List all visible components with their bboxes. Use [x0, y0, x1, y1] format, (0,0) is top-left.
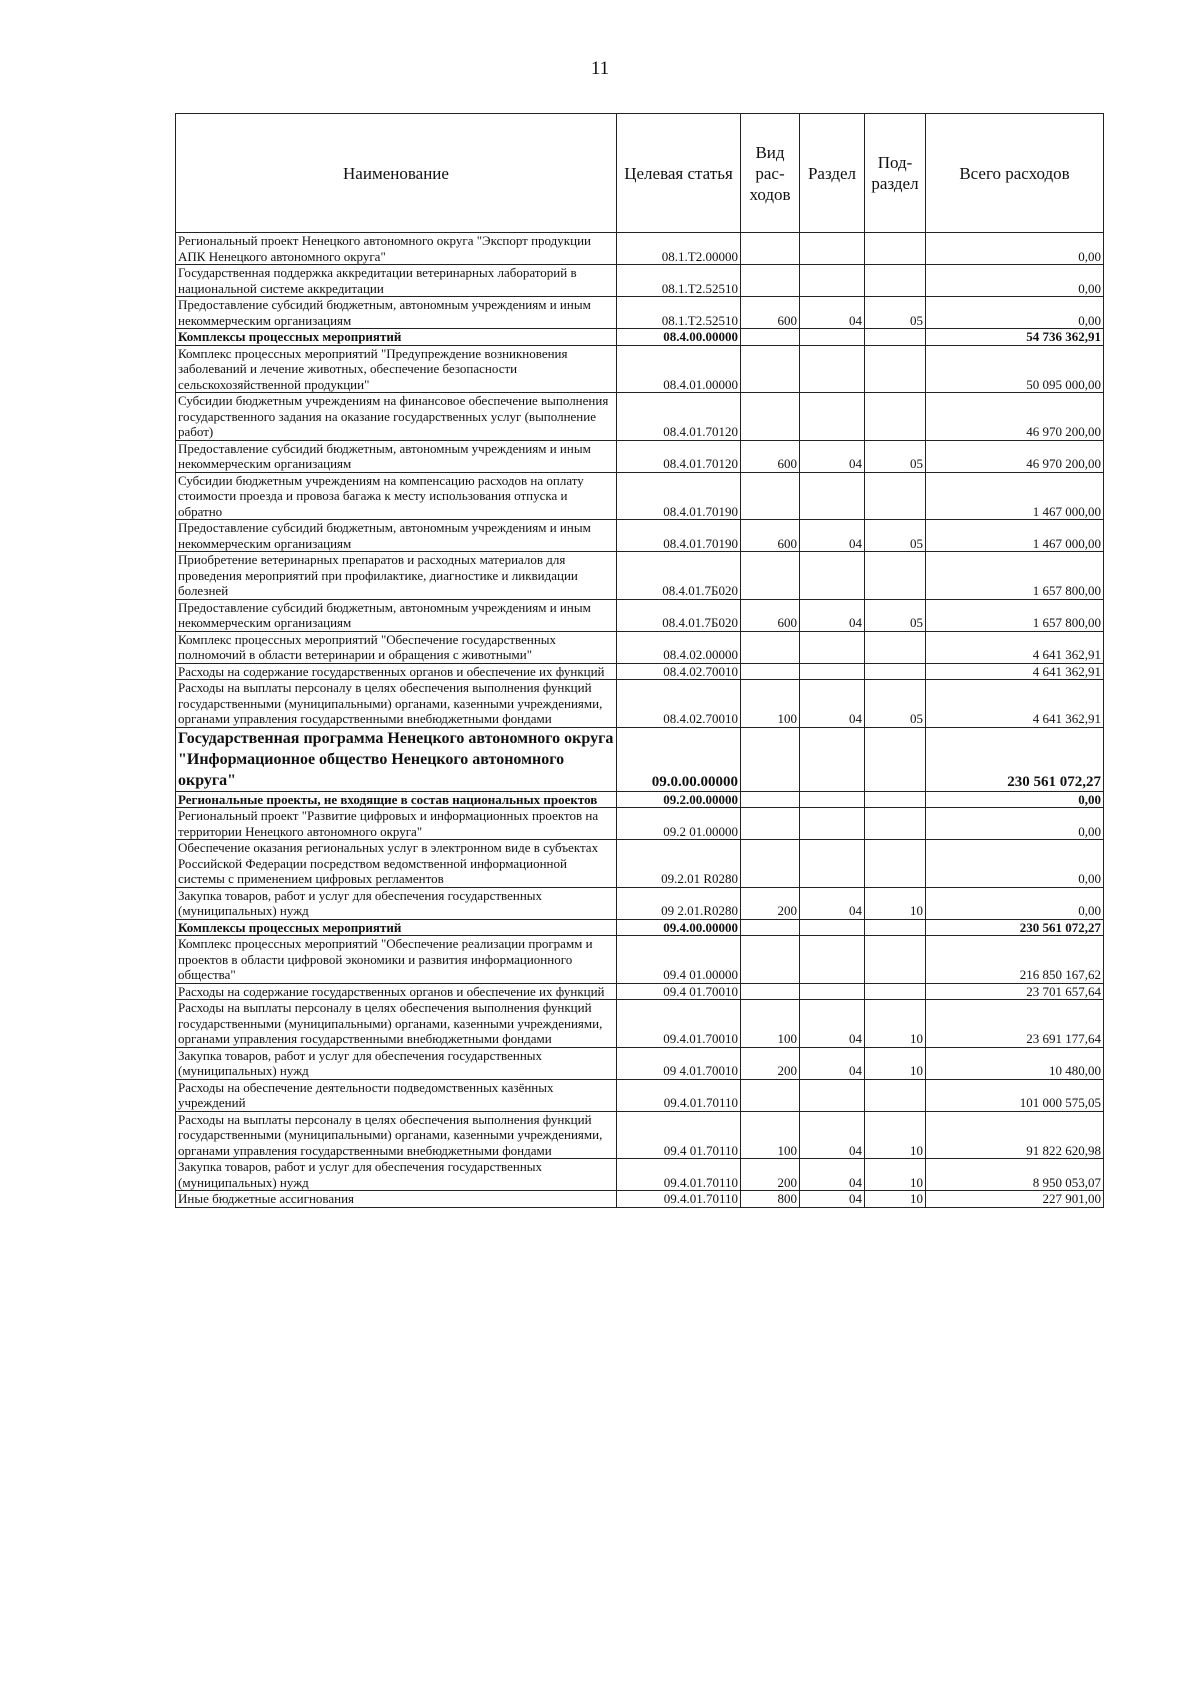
cell-total: 4 641 362,91	[926, 663, 1104, 680]
cell-code: 08.4.01.7Б020	[617, 599, 741, 631]
cell-total: 1 467 000,00	[926, 472, 1104, 520]
table-row	[176, 1047, 1104, 1079]
cell-vid	[741, 552, 800, 600]
cell-total: 1 657 800,00	[926, 599, 1104, 631]
cell-podrazdel: 05	[865, 680, 926, 728]
cell-total: 46 970 200,00	[926, 393, 1104, 441]
cell-razdel	[800, 840, 865, 888]
cell-podrazdel	[865, 919, 926, 936]
cell-vid: 200	[741, 887, 800, 919]
cell-vid	[741, 808, 800, 840]
cell-name: Комплекс процессных мероприятий "Обеспечение реализации программ и проектов в области цифровой экономики и развития информационного общества"	[176, 936, 617, 984]
cell-podrazdel	[865, 393, 926, 441]
cell-name: Комплексы процессных мероприятий	[176, 919, 617, 936]
page-number: 11	[590, 58, 610, 79]
cell-razdel: 04	[800, 1000, 865, 1048]
cell-total: 23 691 177,64	[926, 1000, 1104, 1048]
cell-podrazdel	[865, 983, 926, 1000]
table-header-row	[176, 114, 1104, 233]
cell-name: Региональные проекты, не входящие в состав национальных проектов	[176, 791, 617, 808]
header-code: Целевая статья	[617, 114, 741, 233]
cell-vid: 600	[741, 599, 800, 631]
cell-total: 8 950 053,07	[926, 1159, 1104, 1191]
cell-podrazdel	[865, 233, 926, 265]
cell-podrazdel	[865, 727, 926, 791]
cell-podrazdel: 05	[865, 520, 926, 552]
cell-name: Приобретение ветеринарных препаратов и расходных материалов для проведения мероприятий при профилактике, диагностике и ликвидации болезней	[176, 552, 617, 600]
cell-razdel: 04	[800, 887, 865, 919]
cell-name: Комплексы процессных мероприятий	[176, 329, 617, 346]
cell-name: Комплекс процессных мероприятий "Обеспечение государственных полномочий в области ветеринарии и обращения с животными"	[176, 631, 617, 663]
cell-vid: 100	[741, 1000, 800, 1048]
cell-razdel	[800, 265, 865, 297]
table-row	[176, 840, 1104, 888]
cell-name: Комплекс процессных мероприятий "Предупреждение возникновения заболеваний и лечение животных, обеспечение безопасности сельскохозяйственной продукции"	[176, 345, 617, 393]
cell-podrazdel: 05	[865, 297, 926, 329]
cell-podrazdel: 05	[865, 440, 926, 472]
header-total: Всего расходов	[926, 114, 1104, 233]
cell-podrazdel: 10	[865, 1111, 926, 1159]
cell-name: Субсидии бюджетным учреждениям на финансовое обеспечение выполнения государственного задания на оказание государственных услуг (выполнение работ)	[176, 393, 617, 441]
cell-total: 230 561 072,27	[926, 727, 1104, 791]
cell-name: Расходы на выплаты персоналу в целях обеспечения выполнения функций государственными (муниципальными) органами, казенными учреждениями, органами управления государственными внебюджетными фондами	[176, 680, 617, 728]
cell-code: 08.1.Т2.00000	[617, 233, 741, 265]
cell-podrazdel: 05	[865, 599, 926, 631]
table-row	[176, 919, 1104, 936]
cell-podrazdel	[865, 472, 926, 520]
cell-code: 09 2.01.R0280	[617, 887, 741, 919]
table-row	[176, 680, 1104, 728]
cell-razdel: 04	[800, 520, 865, 552]
cell-vid	[741, 840, 800, 888]
cell-name: Государственная поддержка аккредитации ветеринарных лабораторий в национальной системе аккредитации	[176, 265, 617, 297]
cell-name: Обеспечение оказания региональных услуг в электронном виде в субъектах Российской Федерации посредством ведомственной информационной системы с применением цифровых регламентов	[176, 840, 617, 888]
cell-code: 09.2 01.00000	[617, 808, 741, 840]
cell-razdel	[800, 472, 865, 520]
cell-vid	[741, 345, 800, 393]
table-row	[176, 663, 1104, 680]
cell-razdel: 04	[800, 297, 865, 329]
cell-code: 09.4.01.70110	[617, 1191, 741, 1208]
table-row	[176, 297, 1104, 329]
cell-vid: 200	[741, 1159, 800, 1191]
cell-vid	[741, 791, 800, 808]
cell-podrazdel	[865, 552, 926, 600]
cell-podrazdel	[865, 663, 926, 680]
cell-code: 09.4 01.70110	[617, 1111, 741, 1159]
header-vid: Вид рас- ходов	[741, 114, 800, 233]
cell-vid: 100	[741, 1111, 800, 1159]
cell-razdel	[800, 727, 865, 791]
cell-razdel	[800, 808, 865, 840]
cell-podrazdel	[865, 329, 926, 346]
cell-podrazdel: 10	[865, 1047, 926, 1079]
cell-name: Расходы на содержание государственных органов и обеспечение их функций	[176, 983, 617, 1000]
table-row	[176, 1079, 1104, 1111]
table-row	[176, 233, 1104, 265]
cell-razdel: 04	[800, 599, 865, 631]
table-row	[176, 1000, 1104, 1048]
cell-total: 54 736 362,91	[926, 329, 1104, 346]
cell-code: 08.4.02.70010	[617, 663, 741, 680]
header-podrazdel: Под- раздел	[865, 114, 926, 233]
cell-name: Предоставление субсидий бюджетным, автономным учреждениям и иным некоммерческим организациям	[176, 520, 617, 552]
cell-total: 0,00	[926, 265, 1104, 297]
cell-podrazdel	[865, 791, 926, 808]
cell-name: Расходы на содержание государственных органов и обеспечение их функций	[176, 663, 617, 680]
cell-vid	[741, 329, 800, 346]
cell-vid	[741, 1079, 800, 1111]
cell-code: 08.4.01.70120	[617, 393, 741, 441]
cell-name: Расходы на выплаты персоналу в целях обеспечения выполнения функций государственными (муниципальными) органами, казенными учреждениями, органами управления государственными внебюджетными фондами	[176, 1111, 617, 1159]
table-row	[176, 1159, 1104, 1191]
cell-vid	[741, 393, 800, 441]
cell-vid: 200	[741, 1047, 800, 1079]
cell-name: Региональный проект Ненецкого автономного округа "Экспорт продукции АПК Ненецкого автономного округа"	[176, 233, 617, 265]
cell-code: 08.4.01.00000	[617, 345, 741, 393]
cell-podrazdel	[865, 345, 926, 393]
cell-podrazdel: 10	[865, 1159, 926, 1191]
table-row	[176, 393, 1104, 441]
cell-code: 09.0.00.00000	[617, 727, 741, 791]
cell-code: 09.4.01.70110	[617, 1159, 741, 1191]
cell-name: Субсидии бюджетным учреждениям на компенсацию расходов на оплату стоимости проезда и провоза багажа к месту использования отпуска и обратно	[176, 472, 617, 520]
table-row	[176, 791, 1104, 808]
cell-name: Предоставление субсидий бюджетным, автономным учреждениям и иным некоммерческим организациям	[176, 297, 617, 329]
budget-table	[175, 113, 1104, 1208]
cell-razdel: 04	[800, 440, 865, 472]
table-row	[176, 983, 1104, 1000]
cell-total: 1 467 000,00	[926, 520, 1104, 552]
cell-total: 4 641 362,91	[926, 631, 1104, 663]
cell-podrazdel: 10	[865, 1000, 926, 1048]
cell-podrazdel	[865, 265, 926, 297]
cell-code: 09.2.00.00000	[617, 791, 741, 808]
cell-podrazdel	[865, 631, 926, 663]
cell-name: Закупка товаров, работ и услуг для обеспечения государственных (муниципальных) нужд	[176, 887, 617, 919]
cell-name: Расходы на выплаты персоналу в целях обеспечения выполнения функций государственными (муниципальными) органами, казенными учреждениями, органами управления государственными внебюджетными фондами	[176, 1000, 617, 1048]
table-row	[176, 936, 1104, 984]
table-row	[176, 440, 1104, 472]
cell-razdel: 04	[800, 1191, 865, 1208]
cell-vid: 600	[741, 520, 800, 552]
cell-name: Предоставление субсидий бюджетным, автономным учреждениям и иным некоммерческим организациям	[176, 440, 617, 472]
cell-razdel: 04	[800, 680, 865, 728]
cell-podrazdel	[865, 1079, 926, 1111]
table-row	[176, 552, 1104, 600]
cell-razdel	[800, 345, 865, 393]
cell-total: 216 850 167,62	[926, 936, 1104, 984]
cell-vid	[741, 663, 800, 680]
cell-razdel: 04	[800, 1159, 865, 1191]
cell-total: 1 657 800,00	[926, 552, 1104, 600]
table-row	[176, 265, 1104, 297]
cell-code: 09.4 01.70010	[617, 983, 741, 1000]
cell-name: Иные бюджетные ассигнования	[176, 1191, 617, 1208]
cell-code: 09.4.00.00000	[617, 919, 741, 936]
cell-code: 09.2.01 R0280	[617, 840, 741, 888]
header-name: Наименование	[176, 114, 617, 233]
cell-total: 50 095 000,00	[926, 345, 1104, 393]
cell-total: 0,00	[926, 808, 1104, 840]
cell-vid	[741, 233, 800, 265]
cell-razdel	[800, 919, 865, 936]
cell-total: 46 970 200,00	[926, 440, 1104, 472]
table-row	[176, 345, 1104, 393]
cell-vid	[741, 936, 800, 984]
cell-total: 101 000 575,05	[926, 1079, 1104, 1111]
cell-code: 08.4.01.70120	[617, 440, 741, 472]
cell-total: 0,00	[926, 887, 1104, 919]
cell-code: 08.4.01.70190	[617, 520, 741, 552]
cell-vid	[741, 265, 800, 297]
cell-total: 0,00	[926, 233, 1104, 265]
cell-name: Предоставление субсидий бюджетным, автономным учреждениям и иным некоммерческим организациям	[176, 599, 617, 631]
cell-code: 09 4.01.70010	[617, 1047, 741, 1079]
table-row	[176, 631, 1104, 663]
cell-vid	[741, 727, 800, 791]
cell-razdel: 04	[800, 1047, 865, 1079]
cell-code: 08.4.02.00000	[617, 631, 741, 663]
table-row	[176, 599, 1104, 631]
cell-code: 08.4.02.70010	[617, 680, 741, 728]
table-row	[176, 1111, 1104, 1159]
table-row	[176, 329, 1104, 346]
cell-code: 08.4.01.70190	[617, 472, 741, 520]
cell-podrazdel	[865, 808, 926, 840]
cell-razdel	[800, 631, 865, 663]
cell-code: 08.4.00.00000	[617, 329, 741, 346]
cell-total: 4 641 362,91	[926, 680, 1104, 728]
cell-razdel	[800, 552, 865, 600]
cell-razdel	[800, 791, 865, 808]
cell-podrazdel: 10	[865, 1191, 926, 1208]
cell-total: 227 901,00	[926, 1191, 1104, 1208]
cell-razdel	[800, 393, 865, 441]
cell-name: Государственная программа Ненецкого автономного округа "Информационное общество Ненецкого автономного округа"	[176, 727, 617, 791]
cell-total: 23 701 657,64	[926, 983, 1104, 1000]
cell-code: 09.4.01.70010	[617, 1000, 741, 1048]
cell-name: Расходы на обеспечение деятельности подведомственных казённых учреждений	[176, 1079, 617, 1111]
cell-razdel	[800, 329, 865, 346]
cell-vid: 600	[741, 440, 800, 472]
table-row	[176, 808, 1104, 840]
cell-razdel	[800, 233, 865, 265]
cell-total: 0,00	[926, 840, 1104, 888]
header-razdel: Раздел	[800, 114, 865, 233]
cell-vid	[741, 983, 800, 1000]
table-row	[176, 1191, 1104, 1208]
cell-vid	[741, 631, 800, 663]
cell-total: 10 480,00	[926, 1047, 1104, 1079]
table-row	[176, 520, 1104, 552]
cell-razdel	[800, 983, 865, 1000]
cell-podrazdel	[865, 840, 926, 888]
cell-vid: 600	[741, 297, 800, 329]
cell-razdel	[800, 663, 865, 680]
table-row	[176, 472, 1104, 520]
cell-vid: 800	[741, 1191, 800, 1208]
cell-podrazdel: 10	[865, 887, 926, 919]
cell-vid	[741, 919, 800, 936]
cell-name: Закупка товаров, работ и услуг для обеспечения государственных (муниципальных) нужд	[176, 1047, 617, 1079]
cell-code: 09.4 01.00000	[617, 936, 741, 984]
cell-total: 230 561 072,27	[926, 919, 1104, 936]
cell-vid: 100	[741, 680, 800, 728]
cell-code: 09.4.01.70110	[617, 1079, 741, 1111]
cell-code: 08.1.Т2.52510	[617, 265, 741, 297]
cell-code: 08.1.Т2.52510	[617, 297, 741, 329]
table-row	[176, 887, 1104, 919]
cell-podrazdel	[865, 936, 926, 984]
cell-total: 0,00	[926, 791, 1104, 808]
cell-razdel	[800, 1079, 865, 1111]
cell-name: Региональный проект "Развитие цифровых и информационных проектов на территории Ненецкого автономного округа"	[176, 808, 617, 840]
table-row	[176, 727, 1104, 791]
cell-razdel: 04	[800, 1111, 865, 1159]
cell-total: 0,00	[926, 297, 1104, 329]
cell-total: 91 822 620,98	[926, 1111, 1104, 1159]
cell-code: 08.4.01.7Б020	[617, 552, 741, 600]
cell-name: Закупка товаров, работ и услуг для обеспечения государственных (муниципальных) нужд	[176, 1159, 617, 1191]
cell-razdel	[800, 936, 865, 984]
cell-vid	[741, 472, 800, 520]
